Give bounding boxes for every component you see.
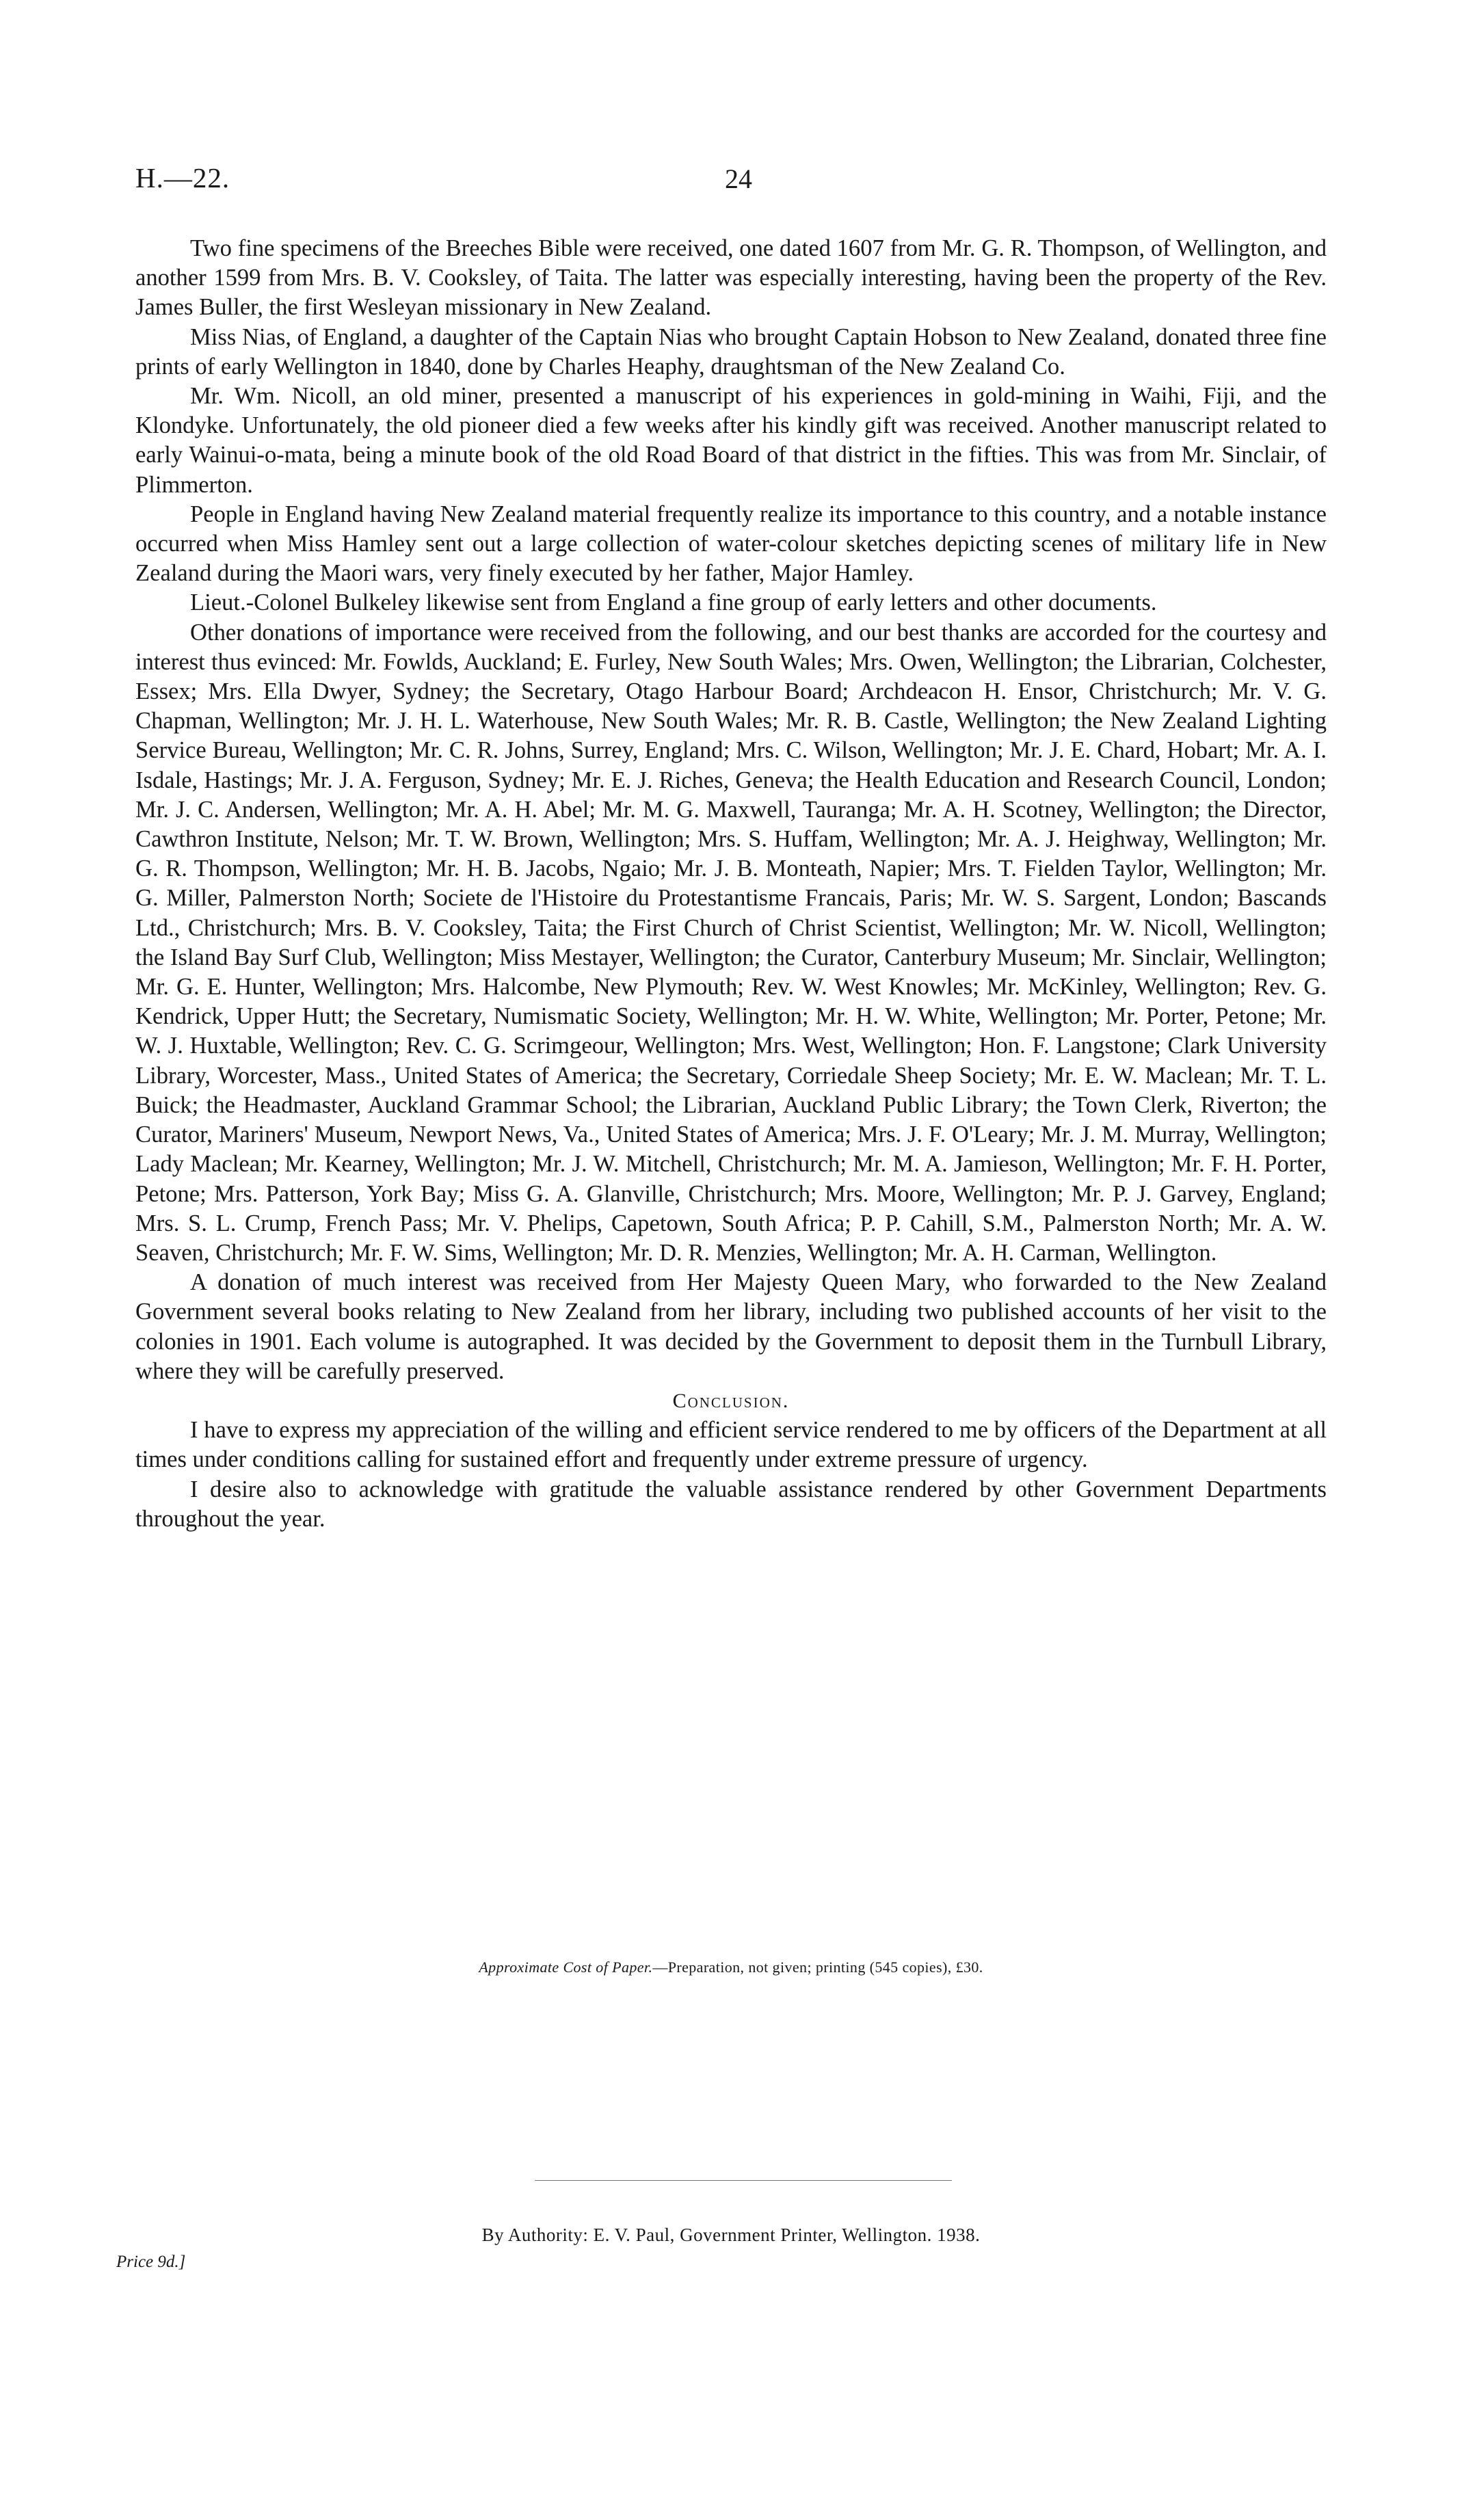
footer-divider: [535, 2180, 952, 2181]
paragraph-bulkeley-letters: Lieut.-Colonel Bulkeley likewise sent from England a fine group of early letters and other documents.: [190, 589, 1157, 616]
paragraph-breeches-bible: Two fine specimens of the Breeches Bible were received, one dated 1607 from Mr. G. R. Thompson, of Wellington, and another 1599 from Mrs. B. V. Cooksley, of Taita. The latter was especially interesting, having been the property of the Rev. James Buller, the first Wesleyan missionary in New Zealand.: [135, 235, 1327, 321]
page-number: 24: [725, 163, 752, 194]
main-body: [135, 234, 1327, 1534]
price-label: Price 9d.]: [116, 2253, 186, 2271]
paragraph-hamley-sketches: People in England having New Zealand material frequently realize its importance to this country, and a notable instance occurred when Miss Hamley sent out a large collection of water-colour sketches depicting scenes of military life in New Zealand during the Maori wars, very finely executed by her father, Major Hamley.: [135, 501, 1327, 587]
paragraph-miss-nias: Miss Nias, of England, a daughter of the Captain Nias who brought Captain Hobson to New Zealand, donated three fine prints of early Wellington in 1840, done by Charles Heaphy, draughtsman of the New Zealand Co.: [135, 323, 1327, 380]
paragraph-conclusion-gratitude: I desire also to acknowledge with gratitude the valuable assistance rendered by other Government Departments throughout the year.: [135, 1476, 1327, 1532]
paragraph-other-donations: Other donations of importance were received from the following, and our best thanks are accorded for the courtesy and interest thus evinced: Mr. Fowlds, Auckland; E. Furley, New South Wales; Mrs. Owen, Wellington; the Librarian, Colchester, Essex; Mrs. Ella Dwyer, Sydney; the Secretary, Otago Harbour Board; Archdeacon H. Ensor, Christchurch; Mr. V. G. Chapman, Wellington; Mr. J. H. L. Waterhouse, New South Wales; Mr. R. B. Castle, Wellington; the New Zealand Lighting Service Bureau, Wellington; Mr. C. R. Johns, Surrey, England; Mrs. C. Wilson, Wellington; Mr. J. E. Chard, Hobart; Mr. A. I. Isdale, Hastings; Mr. J. A. Ferguson, Sydney; Mr. E. J. Riches, Geneva; the Health Education and Research Council, London; Mr. J. C. Andersen, Wellington; Mr. A. H. Abel; Mr. M. G. Maxwell, Tauranga; Mr. A. H. Scotney, Wellington; the Director, Cawthron Institute, Nelson; Mr. T. W. Brown, Wellington; Mrs. S. Huffam, Wellington; Mr. A. J. Heighway, Wellington; Mr. G. R. Thompson, Wellington; Mr. H. B. Jacobs, Ngaio; Mr. J. B. Monteath, Napier; Mrs. T. Fielden Taylor, Wellington; Mr. G. Miller, Palmerston North; Societe de l'Histoire du Protestantisme Francais, Paris; Mr. W. S. Sargent, London; Bascands Ltd., Christchurch; Mrs. B. V. Cooksley, Taita; the First Church of Christ Scientist, Wellington; Mr. W. Nicoll, Wellington; the Island Bay Surf Club, Wellington; Miss Mestayer, Wellington; the Curator, Canterbury Museum; Mr. Sinclair, Wellington; Mr. G. E. Hunter, Wellington; Mrs. Halcombe, New Plymouth; Rev. W. West Knowles; Mr. McKinley, Wellington; Rev. G. Kendrick, Upper Hutt; the Secretary, Numismatic Society, Wellington; Mr. H. W. White, Wellington; Mr. Porter, Petone; Mr. W. J. Huxtable, Wellington; Rev. C. G. Scrimgeour, Wellington; Mrs. West, Wellington; Hon. F. Langstone; Clark University Library, Worcester, Mass., United States of America; the Secretary, Corriedale Sheep Society; Mr. E. W. Maclean; Mr. T. L. Buick; the Headmaster, Auckland Grammar School; the Librarian, Auckland Public Library; the Town Clerk, Riverton; the Curator, Mariners' Museum, Newport News, Va., United States of America; Mrs. J. F. O'Leary; Mr. J. M. Murray, Wellington; Lady Maclean; Mr. Kearney, Wellington; Mr. J. W. Mitchell, Christchurch; Mr. M. A. Jamieson, Wellington; Mr. F. H. Porter, Petone; Mrs. Patterson, York Bay; Miss G. A. Glanville, Christchurch; Mrs. Moore, Wellington; Mr. P. J. Garvey, England; Mrs. S. L. Crump, French Pass; Mr. V. Phelips, Capetown, South Africa; P. P. Cahill, S.M., Palmerston North; Mr. A. W. Seaven, Christchurch; Mr. F. W. Sims, Wellington; Mr. D. R. Menzies, Wellington; Mr. A. H. Carman, Wellington.: [135, 619, 1327, 1266]
cost-note-text: —Preparation, not given; printing (545 copies), £30.: [652, 1959, 983, 1976]
cost-note-label: Approximate Cost of Paper.: [479, 1959, 653, 1976]
paragraph-conclusion-appreciation: I have to express my appreciation of the willing and efficient service rendered to me by officers of the Department at all times under conditions calling for sustained effort and frequently under extreme pressure of urgency.: [135, 1417, 1327, 1473]
printer-imprint: By Authority: E. V. Paul, Government Printer, Wellington. 1938.: [481, 2225, 981, 2245]
paragraph-queen-mary: A donation of much interest was received from Her Majesty Queen Mary, who forwarded to the New Zealand Government several books relating to New Zealand from her library, including two published accounts of her visit to the colonies in 1901. Each volume is autographed. It was decided by the Government to deposit them in the Turnbull Library, where they will be carefully preserved.: [135, 1269, 1327, 1384]
document-reference: H.—22.: [135, 162, 230, 194]
cost-note: [0, 1959, 1462, 1976]
conclusion-heading: Conclusion.: [672, 1389, 790, 1412]
paragraph-nicoll-manuscript: Mr. Wm. Nicoll, an old miner, presented a manuscript of his experiences in gold-mining in Waihi, Fiji, and the Klondyke. Unfortunately, the old pioneer died a few weeks after his kindly gift was received. Another manuscript related to early Wainui-o-mata, being a minute book of the old Road Board of that district in the fifties. This was from Mr. Sinclair, of Plimmerton.: [135, 383, 1327, 498]
